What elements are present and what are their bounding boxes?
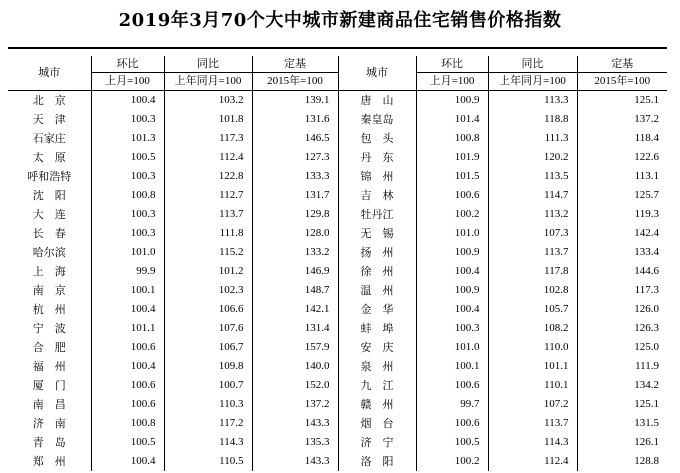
left-yoy-cell: 110.5: [164, 452, 252, 471]
left-mom-cell: 100.4: [91, 357, 164, 376]
right-mom-cell: 100.6: [416, 414, 488, 433]
right-mom-cell: 101.9: [416, 148, 488, 167]
right-city-cell: 吉 林: [338, 186, 416, 205]
left-mom-cell: 100.5: [91, 433, 164, 452]
right-mom-cell: 101.5: [416, 167, 488, 186]
right-city-cell: 包 头: [338, 129, 416, 148]
left-base-cell: 128.0: [252, 224, 338, 243]
table-row: [8, 414, 667, 433]
left-mom-cell: 100.6: [91, 376, 164, 395]
right-city-cell: 安 庆: [338, 338, 416, 357]
left-mom-cell: 100.4: [91, 300, 164, 319]
left-mom-cell: 100.6: [91, 338, 164, 357]
right-city-cell: 无 锡: [338, 224, 416, 243]
header-mom-left: 环比: [91, 56, 164, 73]
left-mom-cell: 101.3: [91, 129, 164, 148]
left-base-cell: 146.5: [252, 129, 338, 148]
right-mom-cell: 100.9: [416, 243, 488, 262]
left-city-cell: 哈尔滨: [32, 246, 66, 259]
table-row: [8, 357, 667, 376]
right-city-cell: 锦 州: [338, 167, 416, 186]
right-mom-cell: 100.4: [416, 300, 488, 319]
left-base-cell: 129.8: [252, 205, 338, 224]
left-yoy-cell: 113.7: [164, 205, 252, 224]
left-base-cell: 143.3: [252, 452, 338, 471]
right-yoy-cell: 111.3: [488, 129, 577, 148]
left-base-cell: 148.7: [252, 281, 338, 300]
left-city-cell: 宁 波: [32, 322, 66, 335]
left-mom-cell: 100.3: [91, 167, 164, 186]
right-base-cell: 125.1: [577, 91, 667, 111]
header-mom-right: 环比: [416, 56, 488, 73]
left-yoy-cell: 100.7: [164, 376, 252, 395]
page-title: 2019年3月70个大中城市新建商品住宅销售价格指数: [118, 10, 562, 31]
right-base-cell: 126.0: [577, 300, 667, 319]
left-base-cell: 131.7: [252, 186, 338, 205]
subheader-mom-left: 上月=100: [91, 73, 164, 91]
left-mom-cell: 101.0: [91, 243, 164, 262]
left-city-cell: 大 连: [32, 208, 66, 221]
header-base-left: 定基: [252, 56, 338, 73]
left-base-cell: 137.2: [252, 395, 338, 414]
left-city-cell: 上 海: [32, 265, 66, 278]
header-city-left: 城市: [8, 56, 91, 91]
right-yoy-cell: 110.0: [488, 338, 577, 357]
right-yoy-cell: 105.7: [488, 300, 577, 319]
subheader-yoy-left: 上年同月=100: [164, 73, 252, 91]
table-row: [8, 262, 667, 281]
left-yoy-cell: 115.2: [164, 243, 252, 262]
left-base-cell: 131.6: [252, 110, 338, 129]
left-city-cell: 呼和浩特: [27, 170, 72, 183]
table-row: [8, 452, 667, 471]
left-city-cell: 青 岛: [32, 436, 66, 449]
left-mom-cell: 100.8: [91, 186, 164, 205]
right-city-cell: 赣 州: [338, 395, 416, 414]
table-row: [8, 129, 667, 148]
right-base-cell: 126.1: [577, 433, 667, 452]
right-yoy-cell: 117.8: [488, 262, 577, 281]
right-mom-cell: 100.5: [416, 433, 488, 452]
right-mom-cell: 100.8: [416, 129, 488, 148]
right-yoy-cell: 114.3: [488, 433, 577, 452]
right-yoy-cell: 114.7: [488, 186, 577, 205]
left-city-cell: 北 京: [32, 94, 66, 107]
right-city-cell: 徐 州: [338, 262, 416, 281]
left-mom-cell: 99.9: [91, 262, 164, 281]
right-base-cell: 111.9: [577, 357, 667, 376]
left-city-cell: 太 原: [32, 151, 66, 164]
left-city-cell: 郑 州: [32, 455, 66, 468]
left-yoy-cell: 109.8: [164, 357, 252, 376]
right-mom-cell: 101.0: [416, 338, 488, 357]
right-city-cell: 洛 阳: [338, 452, 416, 471]
left-base-cell: 152.0: [252, 376, 338, 395]
right-mom-cell: 101.4: [416, 110, 488, 129]
right-base-cell: 128.8: [577, 452, 667, 471]
right-base-cell: 122.6: [577, 148, 667, 167]
table-row: [8, 224, 667, 243]
left-city-cell: 济 南: [32, 417, 66, 430]
left-city-cell: 福 州: [32, 360, 66, 373]
table-row: [8, 205, 667, 224]
right-mom-cell: 100.4: [416, 262, 488, 281]
right-base-cell: 144.6: [577, 262, 667, 281]
table-row: [8, 376, 667, 395]
right-city-cell: 丹 东: [338, 148, 416, 167]
right-city-cell: 温 州: [338, 281, 416, 300]
right-mom-cell: 100.1: [416, 357, 488, 376]
top-rule: [8, 47, 667, 49]
table-row: [8, 186, 667, 205]
subheader-base-left: 2015年=100: [252, 73, 338, 91]
left-yoy-cell: 114.3: [164, 433, 252, 452]
left-base-cell: 143.3: [252, 414, 338, 433]
left-yoy-cell: 101.2: [164, 262, 252, 281]
right-mom-cell: 100.9: [416, 281, 488, 300]
subheader-yoy-right: 上年同月=100: [488, 73, 577, 91]
left-base-cell: 133.2: [252, 243, 338, 262]
right-base-cell: 133.4: [577, 243, 667, 262]
left-base-cell: 135.3: [252, 433, 338, 452]
table-row: [8, 243, 667, 262]
right-base-cell: 117.3: [577, 281, 667, 300]
right-base-cell: 134.2: [577, 376, 667, 395]
header-base-right: 定基: [577, 56, 667, 73]
table-row: [8, 395, 667, 414]
left-city-cell: 天 津: [32, 113, 66, 126]
right-base-cell: 137.2: [577, 110, 667, 129]
left-yoy-cell: 112.4: [164, 148, 252, 167]
left-base-cell: 142.1: [252, 300, 338, 319]
left-base-cell: 131.4: [252, 319, 338, 338]
right-mom-cell: 100.3: [416, 319, 488, 338]
left-mom-cell: 100.3: [91, 110, 164, 129]
right-yoy-cell: 112.4: [488, 452, 577, 471]
right-city-cell: 扬 州: [338, 243, 416, 262]
table-row: [8, 300, 667, 319]
right-city-cell: 济 宁: [338, 433, 416, 452]
right-yoy-cell: 118.8: [488, 110, 577, 129]
left-city-cell: 杭 州: [32, 303, 66, 316]
left-city-cell: 长 春: [32, 227, 66, 240]
right-city-cell: 秦皇岛: [338, 110, 416, 129]
left-mom-cell: 100.3: [91, 205, 164, 224]
left-mom-cell: 100.6: [91, 395, 164, 414]
right-yoy-cell: 113.7: [488, 414, 577, 433]
right-yoy-cell: 108.2: [488, 319, 577, 338]
left-yoy-cell: 122.8: [164, 167, 252, 186]
right-city-cell: 烟 台: [338, 414, 416, 433]
left-city-cell: 厦 门: [32, 379, 66, 392]
left-base-cell: 127.3: [252, 148, 338, 167]
right-yoy-cell: 113.2: [488, 205, 577, 224]
right-base-cell: 119.3: [577, 205, 667, 224]
right-base-cell: 142.4: [577, 224, 667, 243]
right-mom-cell: 100.6: [416, 186, 488, 205]
right-yoy-cell: 113.3: [488, 91, 577, 111]
right-yoy-cell: 113.5: [488, 167, 577, 186]
right-base-cell: 118.4: [577, 129, 667, 148]
table-row: [8, 281, 667, 300]
table-row: [8, 91, 667, 111]
left-city-cell: 沈 阳: [32, 189, 66, 202]
right-yoy-cell: 113.7: [488, 243, 577, 262]
left-yoy-cell: 103.2: [164, 91, 252, 111]
right-base-cell: 131.5: [577, 414, 667, 433]
right-mom-cell: 100.6: [416, 376, 488, 395]
right-base-cell: 125.1: [577, 395, 667, 414]
right-city-cell: 蚌 埠: [338, 319, 416, 338]
right-mom-cell: 99.7: [416, 395, 488, 414]
right-base-cell: 125.7: [577, 186, 667, 205]
table-row: [8, 319, 667, 338]
right-city-cell: 金 华: [338, 300, 416, 319]
right-mom-cell: 101.0: [416, 224, 488, 243]
right-city-cell: 唐 山: [338, 91, 416, 111]
left-base-cell: 146.9: [252, 262, 338, 281]
left-city-cell: 南 昌: [32, 398, 66, 411]
left-mom-cell: 100.1: [91, 281, 164, 300]
right-city-cell: 泉 州: [338, 357, 416, 376]
left-yoy-cell: 112.7: [164, 186, 252, 205]
left-base-cell: 140.0: [252, 357, 338, 376]
right-yoy-cell: 107.3: [488, 224, 577, 243]
right-yoy-cell: 107.2: [488, 395, 577, 414]
left-base-cell: 139.1: [252, 91, 338, 111]
left-city-cell: 石家庄: [32, 132, 66, 145]
left-yoy-cell: 106.6: [164, 300, 252, 319]
right-city-cell: 牡丹江: [338, 205, 416, 224]
table-row: [8, 433, 667, 452]
left-yoy-cell: 117.3: [164, 129, 252, 148]
right-base-cell: 125.0: [577, 338, 667, 357]
left-yoy-cell: 111.8: [164, 224, 252, 243]
left-yoy-cell: 110.3: [164, 395, 252, 414]
right-yoy-cell: 101.1: [488, 357, 577, 376]
table-row: [8, 167, 667, 186]
right-base-cell: 126.3: [577, 319, 667, 338]
right-mom-cell: 100.9: [416, 91, 488, 111]
right-yoy-cell: 110.1: [488, 376, 577, 395]
table-row: [8, 110, 667, 129]
right-mom-cell: 100.2: [416, 205, 488, 224]
left-mom-cell: 100.8: [91, 414, 164, 433]
subheader-mom-right: 上月=100: [416, 73, 488, 91]
right-base-cell: 113.1: [577, 167, 667, 186]
left-yoy-cell: 117.2: [164, 414, 252, 433]
left-mom-cell: 100.3: [91, 224, 164, 243]
left-yoy-cell: 101.8: [164, 110, 252, 129]
header-yoy-right: 同比: [488, 56, 577, 73]
table-row: [8, 148, 667, 167]
left-yoy-cell: 106.7: [164, 338, 252, 357]
left-base-cell: 133.3: [252, 167, 338, 186]
price-index-table: [8, 56, 667, 471]
left-city-cell: 合 肥: [32, 341, 66, 354]
left-mom-cell: 100.4: [91, 452, 164, 471]
subheader-base-right: 2015年=100: [577, 73, 667, 91]
left-base-cell: 157.9: [252, 338, 338, 357]
left-mom-cell: 100.4: [91, 91, 164, 111]
right-mom-cell: 100.2: [416, 452, 488, 471]
right-yoy-cell: 120.2: [488, 148, 577, 167]
left-mom-cell: 101.1: [91, 319, 164, 338]
left-mom-cell: 100.5: [91, 148, 164, 167]
header-city-right: 城市: [338, 56, 416, 91]
right-city-cell: 九 江: [338, 376, 416, 395]
header-yoy-left: 同比: [164, 56, 252, 73]
right-yoy-cell: 102.8: [488, 281, 577, 300]
table-row: [8, 338, 667, 357]
left-yoy-cell: 102.3: [164, 281, 252, 300]
left-yoy-cell: 107.6: [164, 319, 252, 338]
left-city-cell: 南 京: [32, 284, 66, 297]
